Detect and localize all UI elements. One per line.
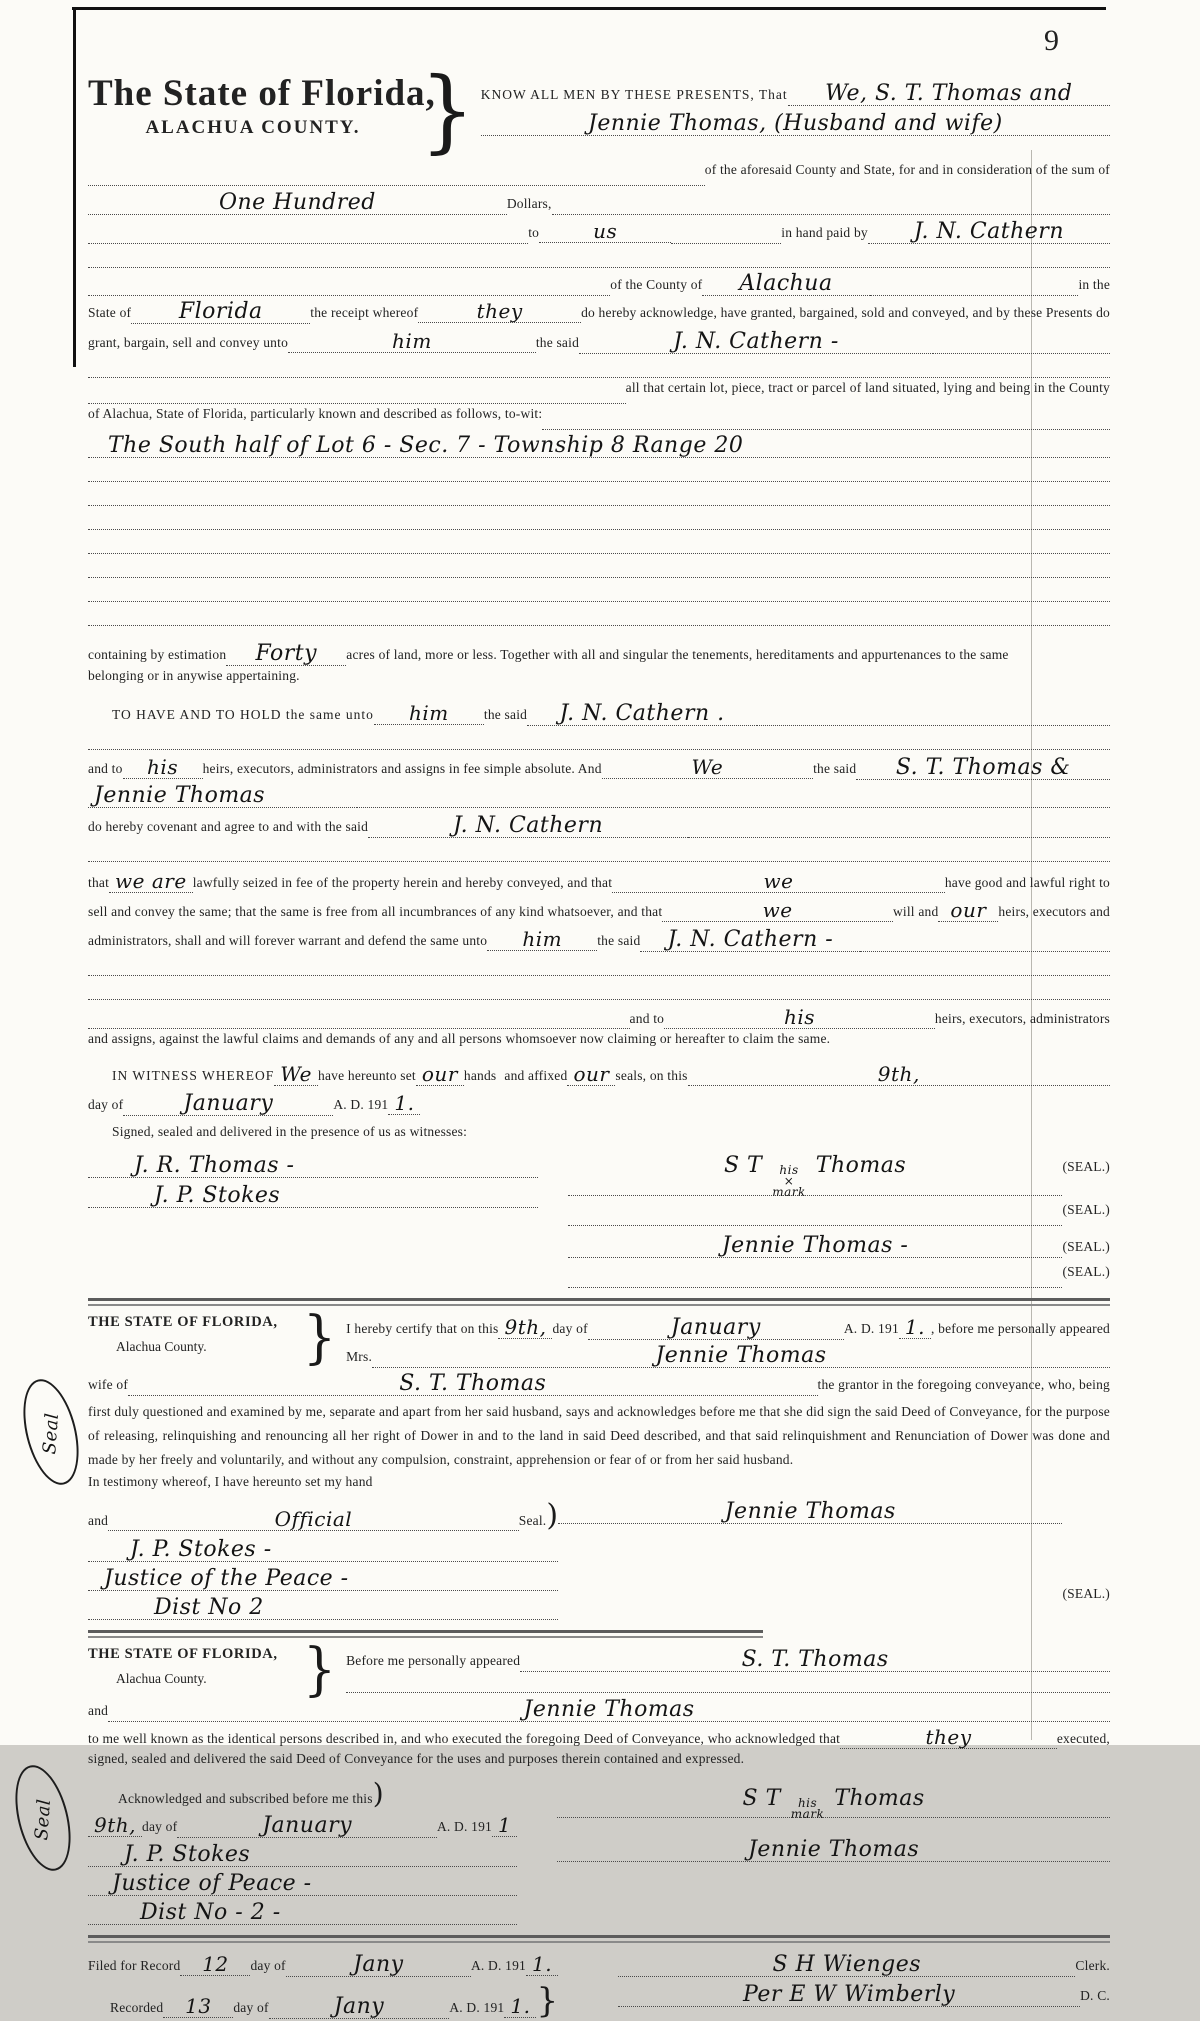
him-handwritten: him (409, 701, 449, 725)
section-divider (88, 1935, 1110, 1943)
ad-label: A. D. 191 (470, 1958, 527, 1973)
his-mark (770, 1164, 808, 1197)
document-header (88, 58, 1110, 164)
day-number-handwritten: 9th, (504, 1315, 547, 1339)
blank-ruled-line (88, 458, 1110, 482)
scan-edge-top (72, 7, 1106, 10)
ad-label: A. D. 191 (843, 1321, 899, 1336)
sell-convey-text: sell and convey the same; that the same is free from all incumbrances of any kind whatsoever, and that (88, 904, 663, 919)
district-handwritten: Dist No - 2 - (140, 1900, 281, 1925)
dower-acknowledgment (39, 1305, 1110, 1620)
state-title: The State of Florida, (88, 73, 436, 114)
acres-text: acres of land, more or less. Together with all and singular the tenements, hereditaments and appurtenances to the same (346, 647, 1009, 662)
grantor1-name-handwritten: S. T. Thomas (741, 1647, 889, 1672)
seal-paren: (SEAL.) (1062, 1202, 1110, 1217)
grantor-acknowledgment (31, 1637, 1110, 1925)
blank-ruled-line (88, 838, 1110, 862)
seized-text: lawfully seized in fee of the property herein and hereby conveyed, and that (192, 875, 613, 890)
ack1-state-heading: THE STATE OF FLORIDA, (88, 1314, 278, 1330)
district-handwritten: Dist No 2 (154, 1595, 264, 1620)
all-that-text: all that certain lot, piece, tract or parcel of land situated, lying and being in the County (625, 380, 1110, 395)
county-handwritten: Alachua (739, 271, 833, 296)
day-of-label: day of (233, 2000, 269, 2015)
testimony-text: In testimony whereof, I have hereunto set my hand (88, 1474, 373, 1489)
set-label: have hereunto set (318, 1068, 416, 1083)
state-handwritten: Florida (178, 299, 263, 324)
blank-ruled-line (88, 244, 1110, 268)
in-witness-line (88, 1061, 1110, 1086)
year-handwritten: 1 (498, 1813, 512, 1837)
wife-seal-signature-area (558, 1498, 1110, 1620)
ack2-state-heading: THE STATE OF FLORIDA, (88, 1646, 278, 1662)
section-divider (88, 1630, 763, 1638)
grantor2-signature: Jennie Thomas (748, 1837, 920, 1862)
belonging-line (88, 668, 1110, 692)
in-the-label: in the (1078, 277, 1111, 292)
certify-text: I hereby certify that on this (346, 1321, 499, 1336)
to-have-text: TO HAVE AND TO HOLD the same unto (112, 707, 374, 722)
ack2-grantor-signatures (557, 1775, 1110, 1925)
recorded-year-handwritten: 1. (510, 1994, 531, 2018)
masthead (88, 72, 436, 139)
witness2-signature: J. P. Stokes (154, 1183, 281, 1208)
scan-edge-left (73, 7, 76, 367)
day-of-label: day of (142, 1819, 178, 1834)
to-label: to (528, 225, 540, 240)
justice-signature: J. P. Stokes (124, 1842, 251, 1867)
justice-title-handwritten: Justice of the Peace - (104, 1566, 349, 1591)
grantor2-signature: Jennie Thomas - (721, 1233, 909, 1258)
header-brace: } (420, 58, 475, 164)
page-number: 9 (1044, 24, 1059, 57)
they-handwritten: they (476, 299, 523, 323)
acknowledge-text: do hereby acknowledge, have granted, bargained, sold and conveyed, and by these Presents do (581, 305, 1110, 320)
witness-signatures (88, 1152, 538, 1288)
heirs-exec-text: heirs, executors and (998, 904, 1110, 919)
seal-handwritten: Seal (39, 1411, 64, 1455)
the-said-label: the said (483, 707, 528, 722)
wife-of-label: wife of (88, 1377, 129, 1392)
blank-ruled-line (88, 976, 1110, 1000)
we-handwritten: We (691, 755, 724, 779)
his-handwritten: his (147, 755, 179, 779)
seal-paren: (SEAL.) (1062, 1264, 1110, 1279)
ack2-justice-area (88, 1775, 517, 1925)
justice-signature-area (88, 1498, 558, 1620)
grant-text: grant, bargain, sell and convey unto (88, 335, 289, 350)
clerk-label: Clerk. (1075, 1958, 1110, 1973)
notary-seal-oval (6, 1760, 81, 1877)
blank-ruled-line (88, 530, 1110, 554)
good-right-text: have good and lawful right to (944, 875, 1110, 890)
mark-label: mark (790, 1807, 825, 1821)
witness1-signature: J. R. Thomas - (134, 1153, 295, 1178)
towit-line (88, 406, 1110, 430)
filed-month-handwritten: Jany (353, 1952, 404, 1977)
date-line (88, 1090, 1110, 1116)
record-brace: } (536, 1981, 559, 2021)
filed-for-record-label: Filed for Record (88, 1958, 181, 1973)
clerk-signature: S H Wienges (772, 1952, 922, 1977)
aforesaid-line (88, 162, 1110, 186)
seal-paren: (SEAL.) (1062, 1586, 1110, 1601)
paid-by-line (88, 218, 1110, 244)
seals-label: seals (615, 1068, 643, 1083)
receipt-whereof-label: the receipt whereof (310, 305, 419, 320)
blank-ruled-line (88, 506, 1110, 530)
recorded-month-handwritten: Jany (333, 1994, 385, 2019)
ack2-heading (88, 1646, 303, 1687)
amount-handwritten: One Hundred (218, 190, 376, 215)
grantee-handwritten: J. N. Cathern (453, 813, 604, 838)
grantor1-signature-initials: S T (723, 1153, 763, 1178)
notary-seal-oval (14, 1374, 89, 1491)
in-hand-paid-text: in hand paid by (781, 225, 868, 240)
ad-label: A. D. 191 (333, 1097, 389, 1112)
executed-label: executed, (1056, 1731, 1110, 1746)
before-me-text: , before me personally appeared (931, 1321, 1110, 1336)
dower-paragraph: first duly questioned and examined by me, separate and apart from her said husband, says and acknowledges before me that she did sign the said Deed of Conveyance, for the purpose of releasing, relinquishing and renouncing all her right of Dower in and to the land in said Deed described, and that said relinquishment and Renunciation of Dower was done and made by her freely and voluntarily, and without any compulsion, constraint, apprehension or fear of or from her said husband. (88, 1404, 1110, 1467)
covenant-text: do hereby covenant and agree to and with the said (88, 819, 369, 834)
his-label: his (779, 1163, 799, 1177)
filed-year-handwritten: 1. (532, 1952, 553, 1976)
our-handwritten: our (950, 898, 987, 922)
us-handwritten: us (593, 219, 618, 243)
deed-content (31, 58, 1111, 2021)
grantee-handwritten: J. N. Cathern . (559, 701, 725, 726)
ack2-lower (88, 1775, 1110, 1925)
ack1-brace: } (303, 1305, 337, 1371)
before-me-text: Before me personally appeared (346, 1653, 521, 1668)
deputy-clerk-signature: Per E W Wimberly (743, 1982, 956, 2007)
known-line (88, 1724, 1110, 1749)
containing-label: containing by estimation (88, 647, 227, 662)
and-label: and (88, 1513, 109, 1528)
day-of-label: day of (552, 1321, 588, 1336)
clerk-signatures (618, 1951, 1110, 2021)
day-of-label: day of (88, 1097, 124, 1112)
and-to-his-line (88, 1004, 1110, 1029)
heirs-text: heirs, executors, administrators and assigns in fee simple absolute. And (202, 761, 602, 776)
filed-day-handwritten: 12 (202, 1952, 229, 1976)
his-label: his (797, 1796, 818, 1810)
seal-handwritten: Seal (31, 1797, 56, 1841)
containing-line (88, 640, 1110, 666)
his-mark (789, 1797, 827, 1819)
day-of-label: day of (250, 1958, 286, 1973)
sell-convey-line (88, 897, 1110, 922)
will-and-label: will and (892, 904, 939, 919)
belonging-text: belonging or in anywise appertaining. (88, 668, 300, 683)
administrators-text: administrators, shall and will forever warrant and defend the same unto (88, 933, 488, 948)
grantee-handwritten: J. N. Cathern - (673, 329, 839, 354)
and-to-label: and to (629, 1011, 665, 1026)
know-all-men-text: KNOW ALL MEN BY THESE PRESENTS, That (480, 87, 788, 102)
blank-ruled-line (88, 482, 1110, 506)
county-line (88, 270, 1110, 296)
our-handwritten: our (573, 1062, 610, 1086)
blank-ruled-line (346, 1672, 1110, 1693)
we-handwritten: we (762, 898, 793, 922)
signed-sealed-text: Signed, sealed and delivered in the presence of us as witnesses: (112, 1124, 468, 1139)
day-number-handwritten: 9th, (94, 1813, 136, 1837)
year-handwritten: 1. (394, 1091, 415, 1115)
grant-line (88, 328, 1110, 354)
ack1-seal-area (88, 1498, 1110, 1620)
signed-sealed-line (88, 1124, 1110, 1148)
mrs-label: Mrs. (346, 1349, 373, 1364)
of-alachua-text: of Alachua, State of Florida, particularly known and described as follows, to-wit: (88, 406, 543, 421)
acknowledged-text: Acknowledged and subscribed before me this (118, 1791, 373, 1806)
acknowledged-brace: ) (372, 1777, 384, 1810)
ack1-heading (88, 1314, 303, 1355)
that-label: that (88, 875, 110, 890)
day-number-handwritten: 9th, (877, 1062, 920, 1086)
official-handwritten: Official (274, 1507, 353, 1531)
amount-line (88, 189, 1110, 215)
ad-label: A. D. 191 (449, 2000, 505, 2015)
blank-ruled-line (88, 952, 1110, 976)
state-of-label: State of (88, 305, 132, 320)
heirs-exec2-text: heirs, executors, administrators (934, 1011, 1110, 1026)
payee-handwritten: J. N. Cathern (913, 219, 1064, 244)
testimony-line (88, 1474, 1110, 1498)
all-that-line (88, 380, 1110, 404)
wife-signature: Jennie Thomas (724, 1499, 896, 1524)
grantor-wife-handwritten: Jennie Thomas, (Husband and wife) (588, 111, 1003, 136)
grantee-handwritten: J. N. Cathern - (667, 927, 834, 952)
ack2-county-heading: Alachua County. (116, 1671, 207, 1686)
and-grantor2-line (88, 1696, 1110, 1722)
month-handwritten: January (670, 1315, 761, 1340)
grantor1-signature-initials: S T (742, 1786, 781, 1811)
we-are-handwritten: we are (115, 869, 187, 893)
justice-signature: J. P. Stokes - (130, 1537, 272, 1562)
ack2-brace: } (303, 1637, 337, 1703)
grantors-handwritten: We, S. T. Thomas and (825, 81, 1073, 106)
dc-label: D. C. (1080, 1988, 1110, 2003)
aforesaid-text: of the aforesaid County and State, for and in consideration of the sum of (704, 162, 1110, 177)
filing-dates (88, 1951, 558, 2021)
grantor2-line (88, 782, 1110, 808)
grantor-text: the grantor in the foregoing conveyance, who, being (817, 1377, 1110, 1392)
we-handwritten: we (763, 869, 794, 893)
ad-label: A. D. 191 (436, 1819, 492, 1834)
year-handwritten: 1. (904, 1315, 925, 1339)
seized-line (88, 868, 1110, 893)
we-handwritten: We (280, 1062, 313, 1086)
justice-title-handwritten: Justice of Peace - (112, 1871, 312, 1896)
signed-line (88, 1751, 1110, 1775)
his-handwritten: his (783, 1005, 816, 1029)
the-said-label: the said (535, 335, 580, 350)
receipt-line (88, 298, 1110, 324)
mark-label: mark (772, 1185, 806, 1199)
hands-label: hands (463, 1068, 497, 1083)
wife-of-line (88, 1370, 1110, 1396)
signature-block (88, 1152, 1110, 1288)
blank-ruled-line (88, 578, 1110, 602)
mark-x: × (783, 1174, 795, 1188)
the-said-label: the said (813, 761, 857, 776)
recorded-label: Recorded (110, 2000, 164, 2015)
county-title: ALACHUA COUNTY. (145, 117, 361, 138)
grantor1-signature-surname: Thomas (834, 1786, 925, 1811)
seal-paren: (SEAL.) (1062, 1159, 1110, 1174)
grantor2-handwritten: Jennie Thomas (94, 783, 266, 808)
grantor1-signature-surname: Thomas (815, 1153, 907, 1178)
warrant-line (88, 926, 1110, 952)
dollars-label: Dollars, (506, 196, 552, 211)
signed-text: signed, sealed and delivered the said Deed of Conveyance for the uses and purposes therein contained and expressed. (88, 1751, 745, 1766)
header-right (481, 72, 1110, 136)
acreage-handwritten: Forty (255, 641, 318, 666)
wife-name-handwritten: Jennie Thomas (655, 1343, 827, 1368)
ack1-county-heading: Alachua County. (116, 1339, 207, 1354)
seal-label: Seal. (518, 1513, 547, 1528)
assigns-text: and assigns, against the lawful claims and demands of any and all persons whomsoever now claiming or hereafter to claim the same. (88, 1031, 831, 1046)
blank-ruled-line (88, 602, 1110, 626)
blank-ruled-line (88, 354, 1110, 378)
they-handwritten: they (925, 1725, 972, 1749)
covenant-line (88, 812, 1110, 838)
seal-paren: (SEAL.) (1062, 1239, 1110, 1254)
affixed-label: and affixed (504, 1068, 568, 1083)
grantors-handwritten: S. T. Thomas & (895, 755, 1071, 780)
and-to-label: and to (88, 761, 123, 776)
on-this-label: , on this (642, 1068, 688, 1083)
recording-block (88, 1951, 1110, 2021)
month-handwritten: January (262, 1813, 353, 1838)
heirs-line (88, 754, 1110, 780)
him-handwritten: him (392, 329, 432, 353)
section-divider (88, 1298, 1110, 1306)
recorded-day-handwritten: 13 (185, 1994, 212, 2018)
grantor-signatures (568, 1152, 1110, 1288)
testimony-brace: ) (546, 1498, 559, 1533)
land-description-handwritten: The South half of Lot 6 - Sec. 7 - Township 8 Range 20 (108, 433, 744, 458)
blank-ruled-line (88, 726, 1110, 750)
blank-ruled-line (88, 554, 1110, 578)
in-witness-text: IN WITNESS WHEREOF (112, 1068, 275, 1083)
him-handwritten: him (522, 927, 563, 951)
the-said-label: the said (597, 933, 641, 948)
land-description-line (88, 432, 1110, 458)
assigns-line (88, 1031, 1110, 1055)
husband-name-handwritten: S. T. Thomas (399, 1371, 547, 1396)
month-handwritten: January (183, 1091, 274, 1116)
to-have-line (88, 700, 1110, 726)
grantor2-name-handwritten: Jennie Thomas (523, 1697, 695, 1722)
and-label: and (88, 1703, 109, 1718)
of-county-label: of the County of (610, 277, 703, 292)
known-text: to me well known as the identical persons described in, and who executed the foregoing Deed of Conveyance, who acknowledged that (88, 1731, 841, 1746)
our-handwritten: our (421, 1062, 458, 1086)
